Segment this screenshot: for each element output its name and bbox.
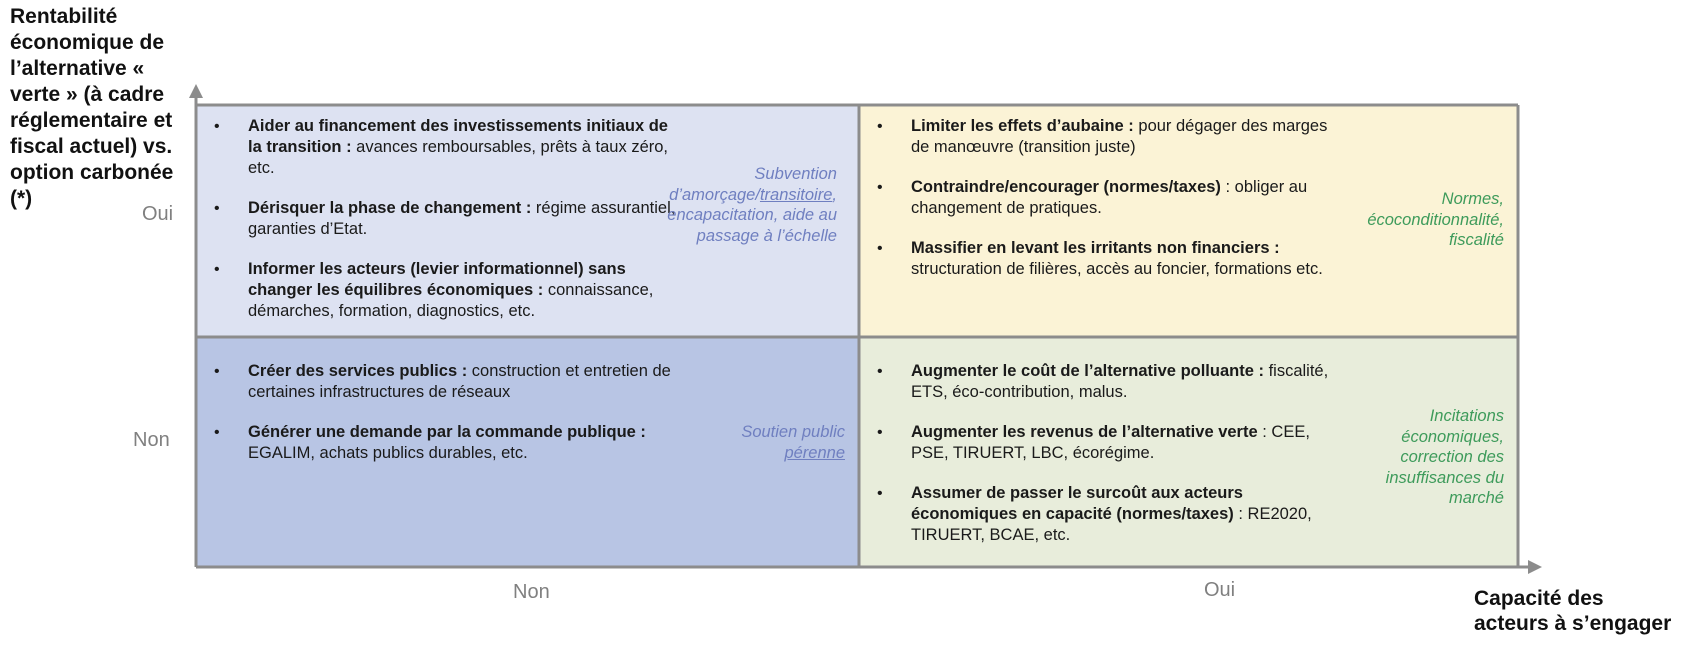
- x-axis-arrowhead: [1528, 560, 1542, 574]
- list-item: • Contraindre/encourager (normes/taxes) : obliger au changement de pratiques.: [859, 177, 1349, 219]
- x-tick-non: Non: [513, 581, 550, 603]
- list-item: • Informer les acteurs (levier informationnel) sans changer les équilibres économiques : connaissance, démarches, formation, diagnostics, etc.: [196, 259, 686, 322]
- list-item: • Augmenter le coût de l’alternative polluante : fiscalité, ETS, éco-contribution, malus.: [859, 361, 1349, 403]
- quadrant-bottom-left-note: Soutien public pérenne: [741, 423, 845, 462]
- list-item: • Dérisquer la phase de changement : régime assurantiel, garanties d’Etat.: [196, 198, 686, 240]
- list-item: • Aider au financement des investissements initiaux de la transition : avances remboursables, prêts à taux zéro, etc.: [196, 116, 686, 179]
- list-item: • Augmenter les revenus de l’alternative verte : CEE, PSE, TIRUERT, LBC, écorégime.: [859, 422, 1349, 464]
- list-item: • Créer des services publics : construction et entretien de certaines infrastructures de réseaux: [196, 361, 686, 403]
- quadrant-bottom-right-note: Incitations économiques, correction des insuffisances du marché: [1385, 407, 1504, 507]
- x-axis-label: Capacité des acteurs à s’engager: [1474, 587, 1672, 635]
- x-tick-oui: Oui: [1204, 579, 1236, 601]
- list-item: • Limiter les effets d’aubaine : pour dégager des marges de manœuvre (transition juste): [859, 116, 1349, 158]
- y-axis-arrowhead: [189, 84, 203, 98]
- quadrant-top-left-note: Subvention d’amorçage/transitoire, encapacitation, aide au passage à l’échelle: [667, 165, 837, 245]
- list-item: • Massifier en levant les irritants non financiers : structuration de filières, accès au foncier, formations etc.: [859, 238, 1349, 280]
- quadrant-top-right-note: Normes, écoconditionnalité, fiscalité: [1367, 190, 1504, 249]
- y-tick-non: Non: [133, 429, 170, 451]
- list-item: • Générer une demande par la commande publique : EGALIM, achats publics durables, etc.: [196, 422, 686, 464]
- list-item: • Assumer de passer le surcoût aux acteurs économiques en capacité (normes/taxes) : RE2020, TIRUERT, BCAE, etc.: [859, 483, 1349, 546]
- y-axis-label: Rentabilité économique de l’alternative « verte » (à cadre réglementaire et fiscal actuel) vs. option carbonée (*): [10, 5, 174, 210]
- y-tick-oui: Oui: [142, 203, 174, 225]
